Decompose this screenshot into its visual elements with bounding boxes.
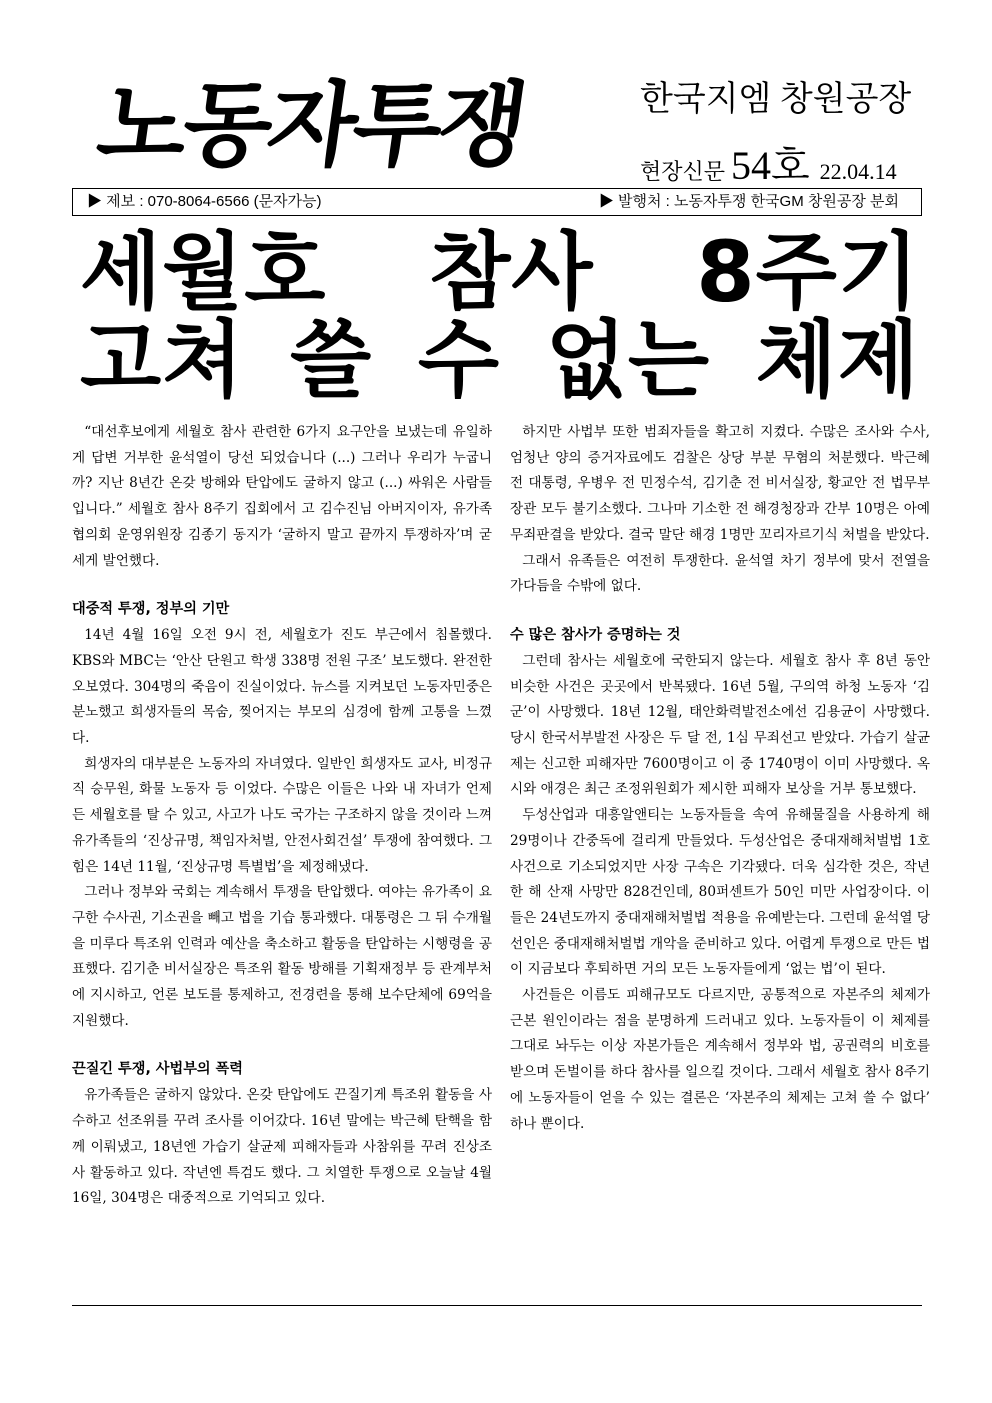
intro-paragraph: “대선후보에게 세월호 참사 관련한 6가지 요구안을 보냈는데 유일하게 답변 거부한 윤석열이 당선 되었습니다 (...) 그러나 우리가 누굽니까? 지난 8년간 온갖 방해와 탄압에도 굴하지 않고 (...) 싸워온 사람들입니다.” 세월호 참사 8주기 집회에서 고 김수진님 아버지이자, 유가족 협의회 운영위원장 김종기 동지가 ‘굴하지 말고 끝까지 투쟁하자’며 굳세게 발언했다. <box>72 424 492 569</box>
headline-word: 없는 <box>545 311 710 409</box>
section-heading: 끈질긴 투쟁, 사법부의 폭력 <box>72 1061 243 1078</box>
publisher-line: ▶ 발행처 : 노동자투쟁 한국GM 창원공장 분회 <box>598 193 899 210</box>
bottom-rule <box>72 1305 922 1306</box>
body-paragraph: 두성산업과 대흥알앤티는 노동자들을 속여 유해물질을 사용하게 해 29명이나 간중독에 걸리게 만들었다. 두성산업은 중대재해처벌법 1호 사건으로 기소되었지만 사장 구속은 기각됐다. 더욱 심각한 것은, 작년 한 해 산재 사망만 828건인데, 80퍼센트가 50인 미만 사업장이다. 이들은 24년도까지 중대재해처벌법 적용을 유예받는다. 그런데 윤석열 당선인은 중대재해처벌법 개악을 준비하고 있다. 어렵게 투쟁으로 만든 법이 지금보다 후퇴하면 거의 모든 노동자들에게 ‘없는 법’이 된다. <box>510 807 930 978</box>
headline <box>80 223 920 409</box>
body-paragraph: 사건들은 이름도 피해규모도 다르지만, 공통적으로 자본주의 체제가 근본 원인이라는 점을 분명하게 드러내고 있다. 노동자들이 이 체제를 그대로 놔두는 이상 자본가들은 계속해서 정부와 법, 공권력의 비호를 받으며 돈벌이를 하다 참사를 일으킬 것이다. 그래서 세월호 참사 8주기에 노동자들이 얻을 수 있는 결론은 ‘자본주의 체제는 고쳐 쓸 수 없다’ 하나 뿐이다. <box>510 987 930 1132</box>
headline-word: 고쳐 <box>80 311 245 409</box>
issue-label: 현장신문 <box>640 159 726 184</box>
issue-line <box>640 134 940 188</box>
masthead-logo: 노동자투쟁 <box>91 71 531 179</box>
section-heading: 대중적 투쟁, 정부의 기만 <box>72 601 230 618</box>
body-paragraph: 14년 4월 16일 오전 9시 전, 세월호가 진도 부근에서 침몰했다. KBS와 MBC는 ‘안산 단원고 학생 338명 전원 구조’ 보도했다. 완전한 오보였다. 304명의 죽음이 진실이었다. 뉴스를 지켜보던 노동자민중은 분노했고 희생자들의 목숨, 찢어지는 부모의 심경에 함께 고통을 느꼈다. <box>72 627 492 747</box>
headline-word: 체제 <box>755 311 920 409</box>
headline-line-1 <box>80 223 920 321</box>
headline-word: 8주기 <box>696 223 920 321</box>
body-paragraph: 유가족들은 굴하지 않았다. 온갖 탄압에도 끈질기게 특조위 활동을 사수하고 선조위를 꾸려 조사를 이어갔다. 16년 말에는 박근혜 탄핵을 함께 이뤄냈고, 18년엔 가습기 살균제 피해자들과 사참위를 꾸려 진상조사 활동하고 있다. 작년엔 특검도 했다. 그 치열한 투쟁으로 오늘날 4월 16일, 304명은 대중적으로 기억되고 있다. <box>72 1087 492 1207</box>
body-paragraph: 희생자의 대부분은 노동자의 자녀였다. 일반인 희생자도 교사, 비정규직 승무원, 화물 노동자 등 이었다. 수많은 이들은 나와 내 자녀가 언제든 세월호를 탈 수 있고, 사고가 나도 국가는 구조하지 않을 것이라 느껴 유가족들의 ‘진상규명, 책임자처벌, 안전사회건설’ 투쟁에 참여했다. 그 힘은 14년 11월, ‘진상규명 특별법’을 제정해냈다. <box>72 755 492 875</box>
plant-name: 한국지엠 창원공장 <box>640 81 912 118</box>
article-column-left <box>72 420 492 1212</box>
info-bar <box>72 188 922 216</box>
headline-word: 세월호 <box>80 223 327 321</box>
issue-date: 22.04.14 <box>819 159 897 184</box>
issue-number: 54호 <box>731 143 810 188</box>
body-paragraph: 그런데 참사는 세월호에 국한되지 않는다. 세월호 참사 후 8년 동안 비슷한 사건은 곳곳에서 반복됐다. 16년 5월, 구의역 하청 노동자 ‘김군’이 사망했다. 18년 12월, 태안화력발전소에선 김용균이 사망했다. 당시 한국서부발전 사장은 두 달 전, 1심 무죄선고 받았다. 가습기 살균제는 신고한 피해자만 7600명이고 이 중 1740명이 이미 사망했다. 옥시와 애경은 최근 조정위원회가 제시한 피해자 보상을 거부 통보했다. <box>510 652 930 798</box>
section-heading: 수 많은 참사가 증명하는 것 <box>510 626 681 643</box>
article-column-right <box>510 420 930 1137</box>
body-paragraph: 그래서 유족들은 여전히 투쟁한다. 윤석열 차기 정부에 맞서 전열을 가다듬을 수밖에 없다. <box>510 552 930 595</box>
headline-word: 수 <box>417 311 500 409</box>
headline-word: 쓸 <box>289 311 373 409</box>
headline-line-2 <box>80 311 920 409</box>
body-paragraph: 하지만 사법부 또한 범죄자들을 확고히 지켰다. 수많은 조사와 수사, 엄청난 양의 증거자료에도 검찰은 상당 부분 무혐의 처분했다. 박근혜 전 대통령, 우병우 전 민정수석, 김기춘 전 비서실장, 황교안 전 법무부 장관 모두 불기소했다. 그나마 기소한 전 해경청장과 간부 10명은 아예 무죄판결을 받았다. 결국 말단 해경 1명만 꼬리자르기식 처벌을 받았다. <box>510 424 930 543</box>
body-paragraph: 그러나 정부와 국회는 계속해서 투쟁을 탄압했다. 여야는 유가족이 요구한 수사권, 기소권을 빼고 법을 기습 통과했다. 대통령은 그 뒤 수개월을 미루다 특조위 인력과 예산을 축소하고 활동을 탄압하는 시행령을 공표했다. 김기춘 비서실장은 특조위 활동 방해를 기획재정부 등 관계부처에 지시하고, 언론 보도를 통제하고, 전경련을 통해 보수단체에 69억을 지원했다. <box>72 884 492 1029</box>
tip-line: ▶ 제보 : 070-8064-6566 (문자가능) <box>87 193 322 210</box>
headline-word: 참사 <box>429 223 594 321</box>
